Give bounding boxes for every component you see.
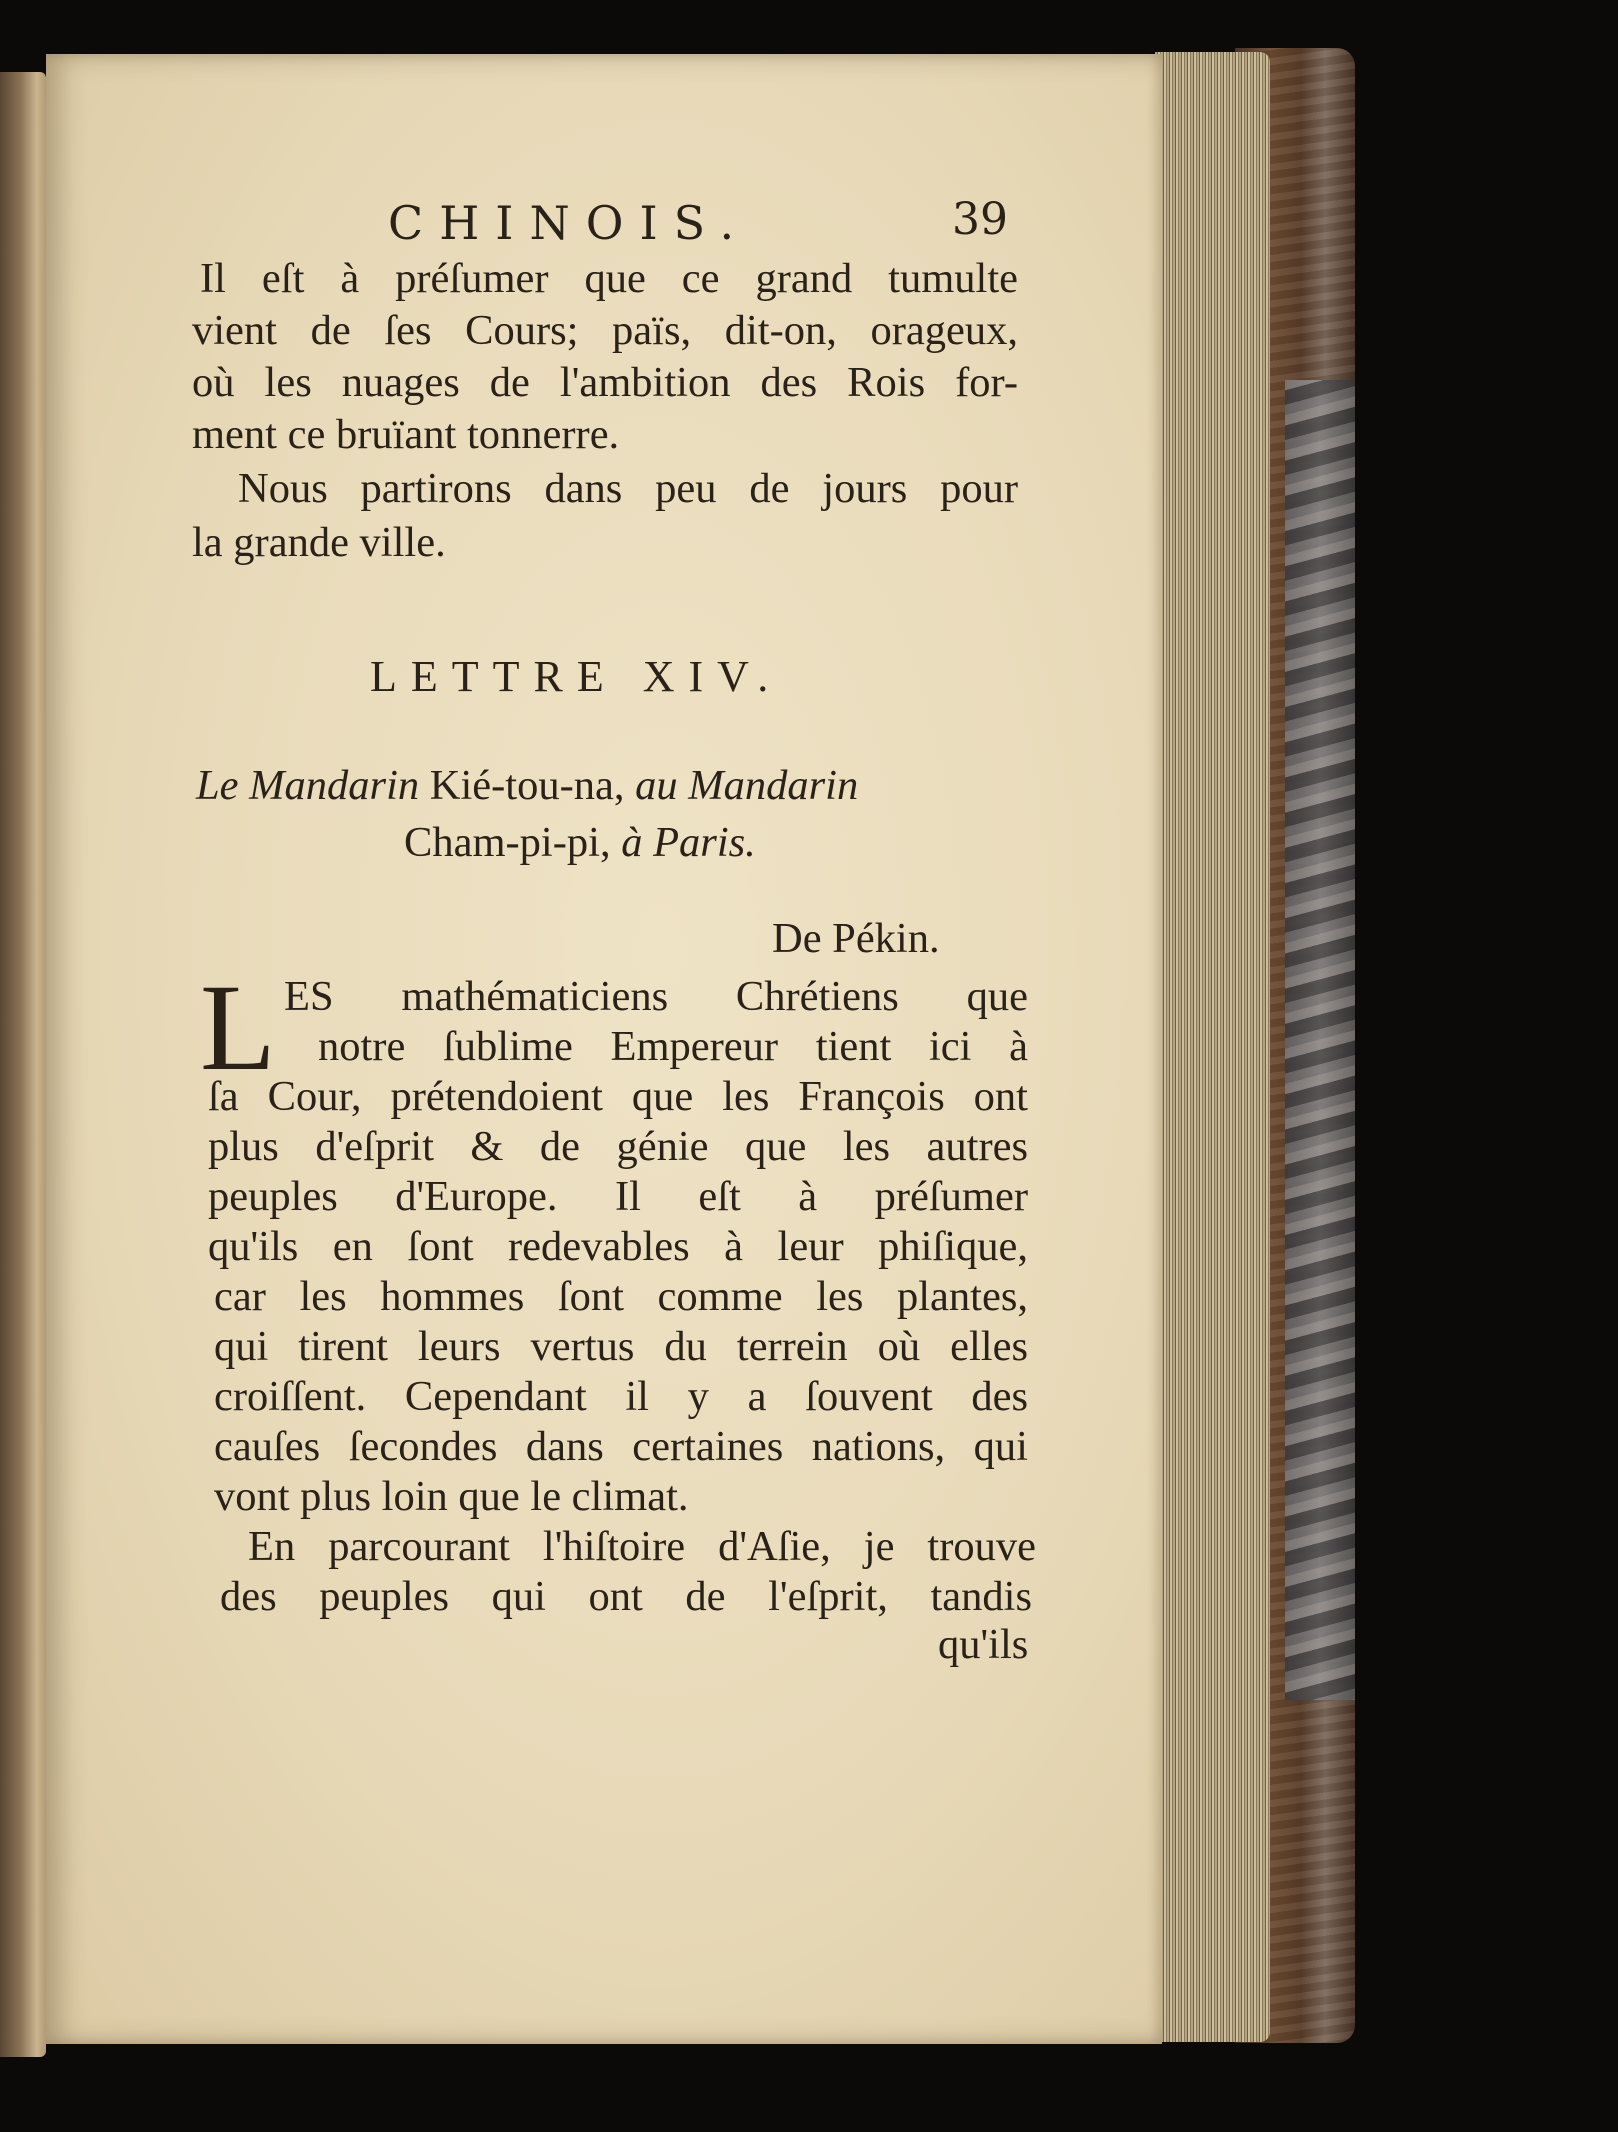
text-line: où les nuages de l'ambition des Rois for- — [192, 362, 1018, 406]
text-line: des peuples qui ont de l'eſprit, tandis — [220, 1576, 1032, 1620]
text-line: peuples d'Europe. Il eſt à préſumer — [208, 1176, 1028, 1220]
salutation-line-1 — [196, 762, 859, 809]
salutation-name: Cham-pi-pi, — [404, 819, 611, 866]
text-line: la grande ville. — [192, 519, 446, 566]
letter-heading: LETTRE XIV. — [370, 652, 783, 701]
place-line: De Pékin. — [772, 915, 940, 962]
salutation-italic: Le Mandarin — [196, 762, 420, 809]
text-line: car les hommes ſont comme les plantes, — [214, 1276, 1028, 1320]
catchword: qu'ils — [938, 1621, 1029, 1668]
page-edges — [1155, 52, 1270, 2042]
text-line: ſa Cour, prétendoient que les François ont — [208, 1076, 1028, 1120]
text-line: Nous partirons dans peu de jours pour — [238, 468, 1018, 512]
salutation-name: Kié-tou-na, — [429, 762, 625, 809]
running-head: CHINOIS. — [388, 196, 751, 250]
text-line: ment ce bruïant tonnerre. — [192, 411, 620, 458]
text-line: vient de ſes Cours; païs, dit-on, orageux, — [192, 310, 1018, 354]
drop-cap: L — [200, 959, 276, 1096]
salutation-italic: au Mandarin — [635, 762, 859, 809]
text-line: vont plus loin que le climat. — [214, 1473, 689, 1520]
salutation-italic: à Paris. — [621, 819, 756, 866]
marbled-cover-board — [1285, 380, 1355, 1700]
salutation-line-2 — [404, 819, 756, 866]
text-line: qu'ils en ſont redevables à leur phiſique, — [208, 1226, 1028, 1270]
text-line: cauſes ſecondes dans certaines nations, qui — [214, 1426, 1028, 1470]
text-line: ES mathématiciens Chrétiens que — [284, 976, 1028, 1020]
page-number: 39 — [952, 194, 1008, 245]
text-line: plus d'eſprit & de génie que les autres — [208, 1126, 1028, 1170]
text-line: En parcourant l'hiſtoire d'Aſie, je trouve — [248, 1526, 1036, 1570]
text-line: qui tirent leurs vertus du terrein où elles — [214, 1326, 1028, 1370]
text-line: Il eſt à préſumer que ce grand tumulte — [200, 258, 1018, 302]
text-line: notre ſublime Empereur tient ici à — [318, 1026, 1028, 1070]
previous-page-edge — [0, 72, 46, 2057]
text-line: croiſſent. Cependant il y a ſouvent des — [214, 1376, 1028, 1420]
